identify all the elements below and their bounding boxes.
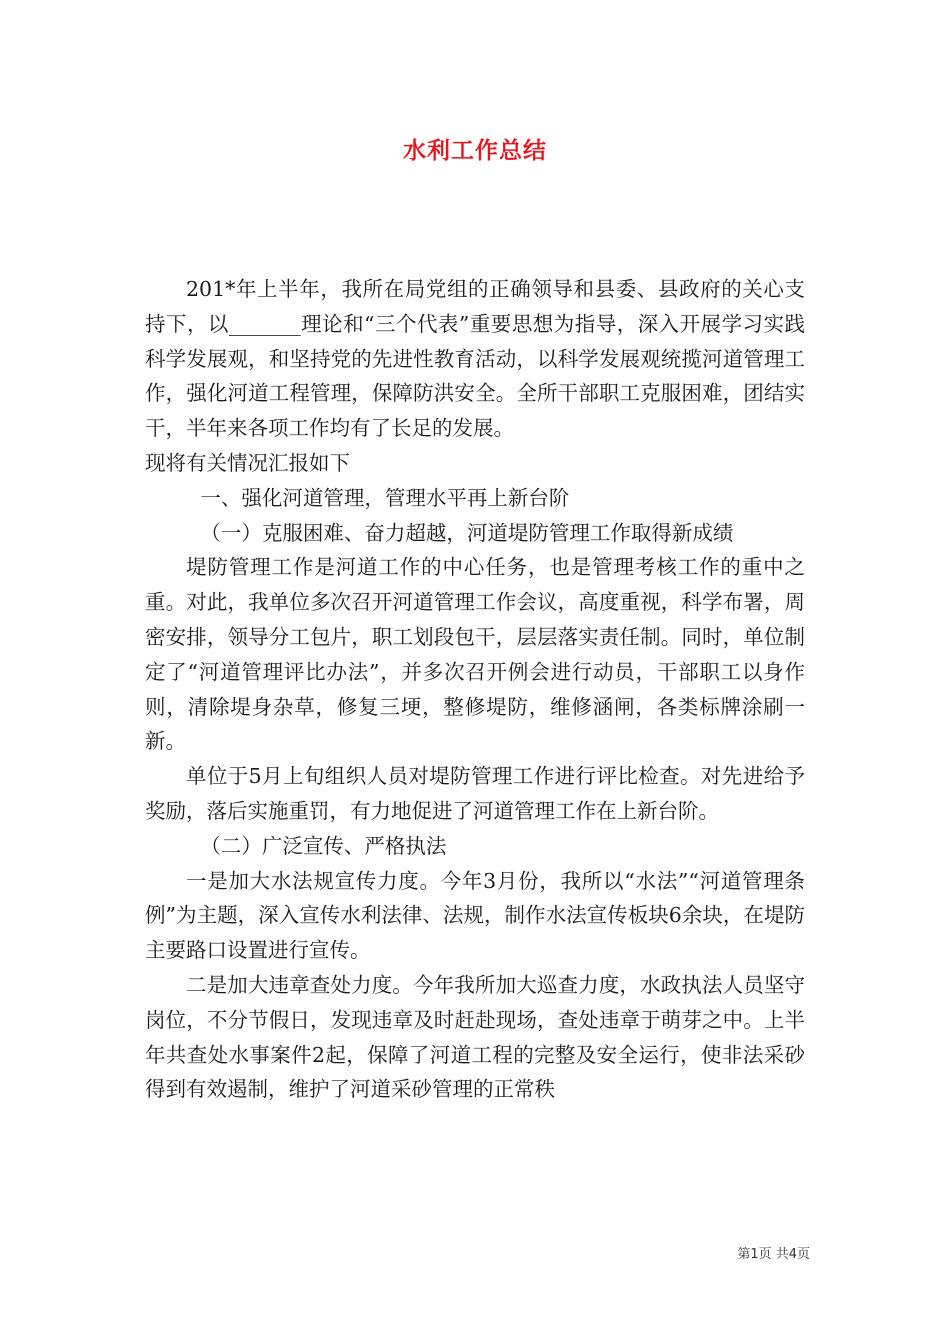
body-paragraph: 现将有关情况汇报如下 xyxy=(145,450,350,475)
subsection-heading: （一）克服困难、奋力超越，河道堤防管理工作取得新成绩 xyxy=(200,520,734,545)
body-paragraph: 堤防管理工作是河道工作的中心任务，也是管理考核工作的重中之重。对此，我单位多次召开河道管理工作会议，高度重视，科学布署，周密安排，领导分工包片，职工划段包干，层层落实责任制。同时，单位制定了“河道管理评比办法”，并多次召开例会进行动员，干部职工以身作则，清除堤身杂草，修复三埂，整修堤防，维修涵闸，各类标牌涂刷一新。 xyxy=(145,555,805,754)
body-paragraph: 单位于5月上旬组织人员对堤防管理工作进行评比检查。对先进给予奖励，落后实施重罚，有力地促进了河道管理工作在上新台阶。 xyxy=(145,764,805,823)
body-paragraph: 一是加大水法规宣传力度。今年3月份，我所以“水法”“河道管理条例”为主题，深入宣传水利法律、法规，制作水法宣传板块6余块，在堤防主要路口设置进行宣传。 xyxy=(145,868,805,963)
subsection-heading: （二）广泛宣传、严格执法 xyxy=(200,833,447,858)
body-paragraph: 二是加大违章查处力度。今年我所加大巡查力度，水政执法人员坚守岗位，不分节假日，发现违章及时赶赴现场，查处违章于萌芽之中。上半年共查处水事案件2起，保障了河道工程的完整及安全运行，使非法采砂得到有效遏制，维护了河道采砂管理的正常秩 xyxy=(145,972,805,1102)
document-title: 水利工作总结 xyxy=(403,138,547,164)
page-footer: 第1页 共4页 xyxy=(737,1247,810,1262)
document-body xyxy=(145,272,805,1107)
section-heading: 一、强化河道管理，管理水平再上新台阶 xyxy=(200,485,570,510)
body-paragraph: 201*年上半年，我所在局党组的正确领导和县委、县政府的关心支持下，以_______理论和“三个代表”重要思想为指导，深入开展学习实践科学发展观，和坚持党的先进性教育活动，以科学发展观统揽河道管理工作，强化河道工程管理，保障防洪安全。全所干部职工克服困难，团结实干，半年来各项工作均有了长足的发展。 xyxy=(145,277,805,441)
